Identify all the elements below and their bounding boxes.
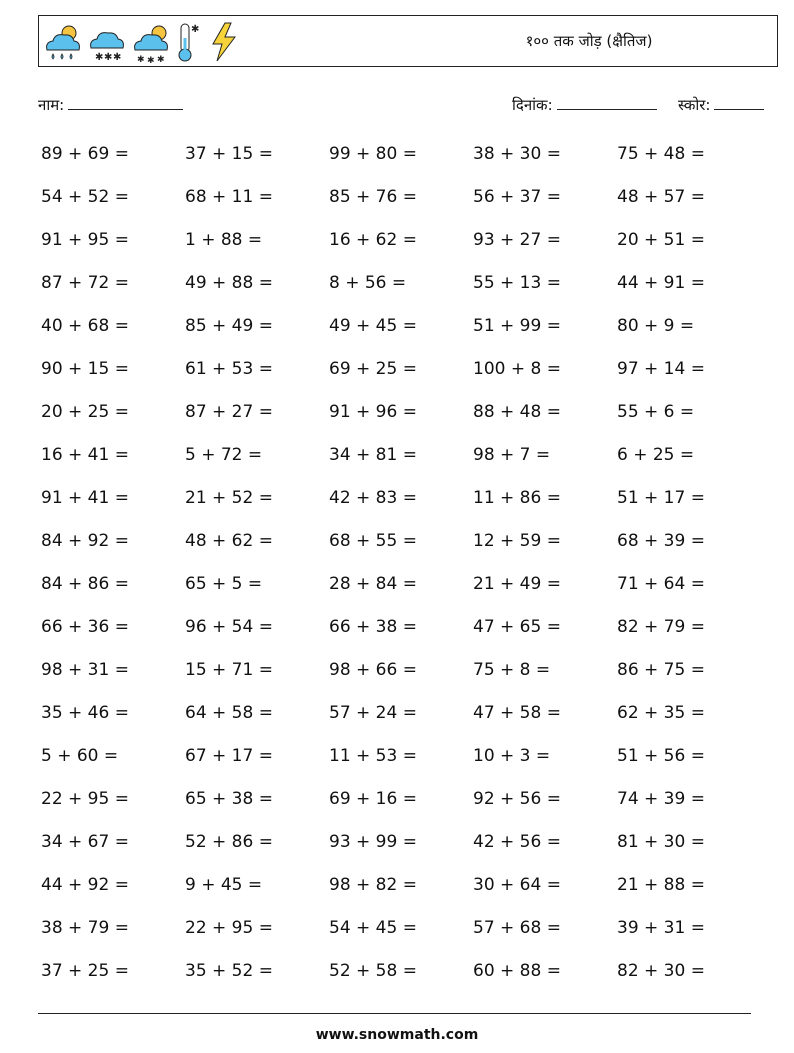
problem-cell: 39 + 31 = (617, 918, 705, 938)
problem-cell: 15 + 71 = (185, 660, 273, 680)
problem-cell: 60 + 88 = (473, 961, 561, 981)
problem-cell: 55 + 13 = (473, 273, 561, 293)
problem-cell: 16 + 62 = (329, 230, 417, 250)
problem-cell: 10 + 3 = (473, 746, 551, 766)
rain-cloud-sun-icon (41, 20, 85, 64)
problem-cell: 9 + 45 = (185, 875, 263, 895)
date-label: दिनांक: (512, 96, 553, 114)
problem-cell: 69 + 16 = (329, 789, 417, 809)
problem-cell: 62 + 35 = (617, 703, 705, 723)
problem-cell: 48 + 57 = (617, 187, 705, 207)
problem-cell: 44 + 91 = (617, 273, 705, 293)
problem-cell: 66 + 38 = (329, 617, 417, 637)
name-blank[interactable] (68, 93, 183, 110)
problem-cell: 93 + 99 = (329, 832, 417, 852)
problem-cell: 49 + 88 = (185, 273, 273, 293)
svg-text:✱: ✱ (104, 52, 113, 63)
score-field[interactable] (678, 93, 764, 115)
problem-cell: 91 + 41 = (41, 488, 129, 508)
problem-cell: 75 + 48 = (617, 144, 705, 164)
problem-row (41, 312, 761, 355)
problem-cell: 51 + 99 = (473, 316, 561, 336)
svg-text:✱: ✱ (113, 52, 122, 63)
problem-row (41, 355, 761, 398)
problem-cell: 40 + 68 = (41, 316, 129, 336)
problem-cell: 98 + 31 = (41, 660, 129, 680)
problem-cell: 82 + 79 = (617, 617, 705, 637)
problem-cell: 5 + 72 = (185, 445, 263, 465)
problem-cell: 44 + 92 = (41, 875, 129, 895)
problem-cell: 42 + 56 = (473, 832, 561, 852)
problem-row (41, 613, 761, 656)
problem-cell: 85 + 76 = (329, 187, 417, 207)
problem-row (41, 699, 761, 742)
problem-cell: 68 + 11 = (185, 187, 273, 207)
snow-cloud-sun-icon (129, 20, 173, 64)
problem-cell: 97 + 14 = (617, 359, 705, 379)
problem-cell: 22 + 95 = (41, 789, 129, 809)
problem-cell: 38 + 30 = (473, 144, 561, 164)
problem-cell: 34 + 67 = (41, 832, 129, 852)
weather-icons (41, 19, 241, 65)
problem-row (41, 742, 761, 785)
problem-grid (41, 140, 761, 1000)
problem-row (41, 914, 761, 957)
problem-cell: 21 + 49 = (473, 574, 561, 594)
problem-cell: 98 + 66 = (329, 660, 417, 680)
problem-cell: 35 + 46 = (41, 703, 129, 723)
problem-cell: 54 + 45 = (329, 918, 417, 938)
problem-cell: 68 + 39 = (617, 531, 705, 551)
problem-row (41, 785, 761, 828)
problem-cell: 82 + 30 = (617, 961, 705, 981)
problem-cell: 56 + 37 = (473, 187, 561, 207)
problem-cell: 65 + 5 = (185, 574, 263, 594)
problem-cell: 20 + 25 = (41, 402, 129, 422)
score-label: स्कोर: (678, 96, 711, 114)
problem-cell: 90 + 15 = (41, 359, 129, 379)
problem-cell: 84 + 86 = (41, 574, 129, 594)
problem-cell: 20 + 51 = (617, 230, 705, 250)
problem-cell: 92 + 56 = (473, 789, 561, 809)
score-blank[interactable] (714, 93, 764, 110)
problem-cell: 98 + 82 = (329, 875, 417, 895)
meta-row (38, 93, 771, 117)
problem-cell: 47 + 65 = (473, 617, 561, 637)
problem-cell: 37 + 25 = (41, 961, 129, 981)
problem-row (41, 656, 761, 699)
problem-row (41, 484, 761, 527)
problem-row (41, 828, 761, 871)
svg-text:✱: ✱ (157, 55, 165, 64)
problem-cell: 88 + 48 = (473, 402, 561, 422)
date-field[interactable] (512, 93, 657, 115)
problem-cell: 49 + 45 = (329, 316, 417, 336)
problem-cell: 91 + 96 = (329, 402, 417, 422)
problem-cell: 84 + 92 = (41, 531, 129, 551)
problem-cell: 86 + 75 = (617, 660, 705, 680)
problem-cell: 6 + 25 = (617, 445, 695, 465)
problem-row (41, 398, 761, 441)
problem-cell: 5 + 60 = (41, 746, 119, 766)
problem-cell: 11 + 53 = (329, 746, 417, 766)
problem-row (41, 527, 761, 570)
problem-cell: 51 + 17 = (617, 488, 705, 508)
problem-cell: 21 + 52 = (185, 488, 273, 508)
problem-row (41, 269, 761, 312)
header-box (38, 15, 778, 67)
problem-cell: 71 + 64 = (617, 574, 705, 594)
problem-cell: 37 + 15 = (185, 144, 273, 164)
footer-divider (38, 1013, 751, 1014)
problem-cell: 80 + 9 = (617, 316, 695, 336)
name-field[interactable] (38, 93, 183, 115)
problem-cell: 42 + 83 = (329, 488, 417, 508)
svg-text:✱: ✱ (137, 55, 145, 64)
thermometer-icon (173, 20, 207, 64)
problem-row (41, 441, 761, 484)
lightning-icon (207, 20, 241, 64)
problem-cell: 57 + 24 = (329, 703, 417, 723)
problem-cell: 1 + 88 = (185, 230, 263, 250)
name-label: नाम: (38, 96, 65, 114)
date-blank[interactable] (557, 93, 657, 110)
problem-cell: 16 + 41 = (41, 445, 129, 465)
problem-cell: 66 + 36 = (41, 617, 129, 637)
problem-cell: 93 + 27 = (473, 230, 561, 250)
problem-cell: 81 + 30 = (617, 832, 705, 852)
problem-cell: 65 + 38 = (185, 789, 273, 809)
worksheet-title: १०० तक जोड़ (क्षैतिज) (525, 32, 653, 50)
problem-cell: 87 + 72 = (41, 273, 129, 293)
problem-cell: 89 + 69 = (41, 144, 129, 164)
problem-cell: 96 + 54 = (185, 617, 273, 637)
problem-cell: 47 + 58 = (473, 703, 561, 723)
problem-cell: 30 + 64 = (473, 875, 561, 895)
problem-cell: 64 + 58 = (185, 703, 273, 723)
problem-cell: 52 + 86 = (185, 832, 273, 852)
problem-cell: 48 + 62 = (185, 531, 273, 551)
problem-cell: 75 + 8 = (473, 660, 551, 680)
svg-text:✱: ✱ (191, 24, 200, 35)
problem-cell: 91 + 95 = (41, 230, 129, 250)
svg-text:✱: ✱ (95, 52, 104, 63)
footer-url: www.snowmath.com (315, 1027, 479, 1043)
problem-cell: 12 + 59 = (473, 531, 561, 551)
problem-cell: 99 + 80 = (329, 144, 417, 164)
problem-cell: 34 + 81 = (329, 445, 417, 465)
problem-cell: 11 + 86 = (473, 488, 561, 508)
problem-cell: 69 + 25 = (329, 359, 417, 379)
problem-cell: 57 + 68 = (473, 918, 561, 938)
svg-text:✱: ✱ (147, 56, 155, 64)
problem-cell: 55 + 6 = (617, 402, 695, 422)
snow-cloud-icon (85, 20, 129, 64)
problem-cell: 8 + 56 = (329, 273, 407, 293)
problem-row (41, 226, 761, 269)
problem-cell: 87 + 27 = (185, 402, 273, 422)
problem-row (41, 957, 761, 1000)
problem-cell: 35 + 52 = (185, 961, 273, 981)
problem-cell: 61 + 53 = (185, 359, 273, 379)
problem-cell: 100 + 8 = (473, 359, 561, 379)
problem-cell: 68 + 55 = (329, 531, 417, 551)
problem-cell: 67 + 17 = (185, 746, 273, 766)
problem-row (41, 183, 761, 226)
problem-cell: 98 + 7 = (473, 445, 551, 465)
problem-cell: 54 + 52 = (41, 187, 129, 207)
problem-cell: 74 + 39 = (617, 789, 705, 809)
problem-cell: 85 + 49 = (185, 316, 273, 336)
problem-row (41, 570, 761, 613)
problem-row (41, 871, 761, 914)
problem-cell: 21 + 88 = (617, 875, 705, 895)
problem-cell: 22 + 95 = (185, 918, 273, 938)
problem-row (41, 140, 761, 183)
problem-cell: 38 + 79 = (41, 918, 129, 938)
problem-cell: 51 + 56 = (617, 746, 705, 766)
problem-cell: 28 + 84 = (329, 574, 417, 594)
problem-cell: 52 + 58 = (329, 961, 417, 981)
